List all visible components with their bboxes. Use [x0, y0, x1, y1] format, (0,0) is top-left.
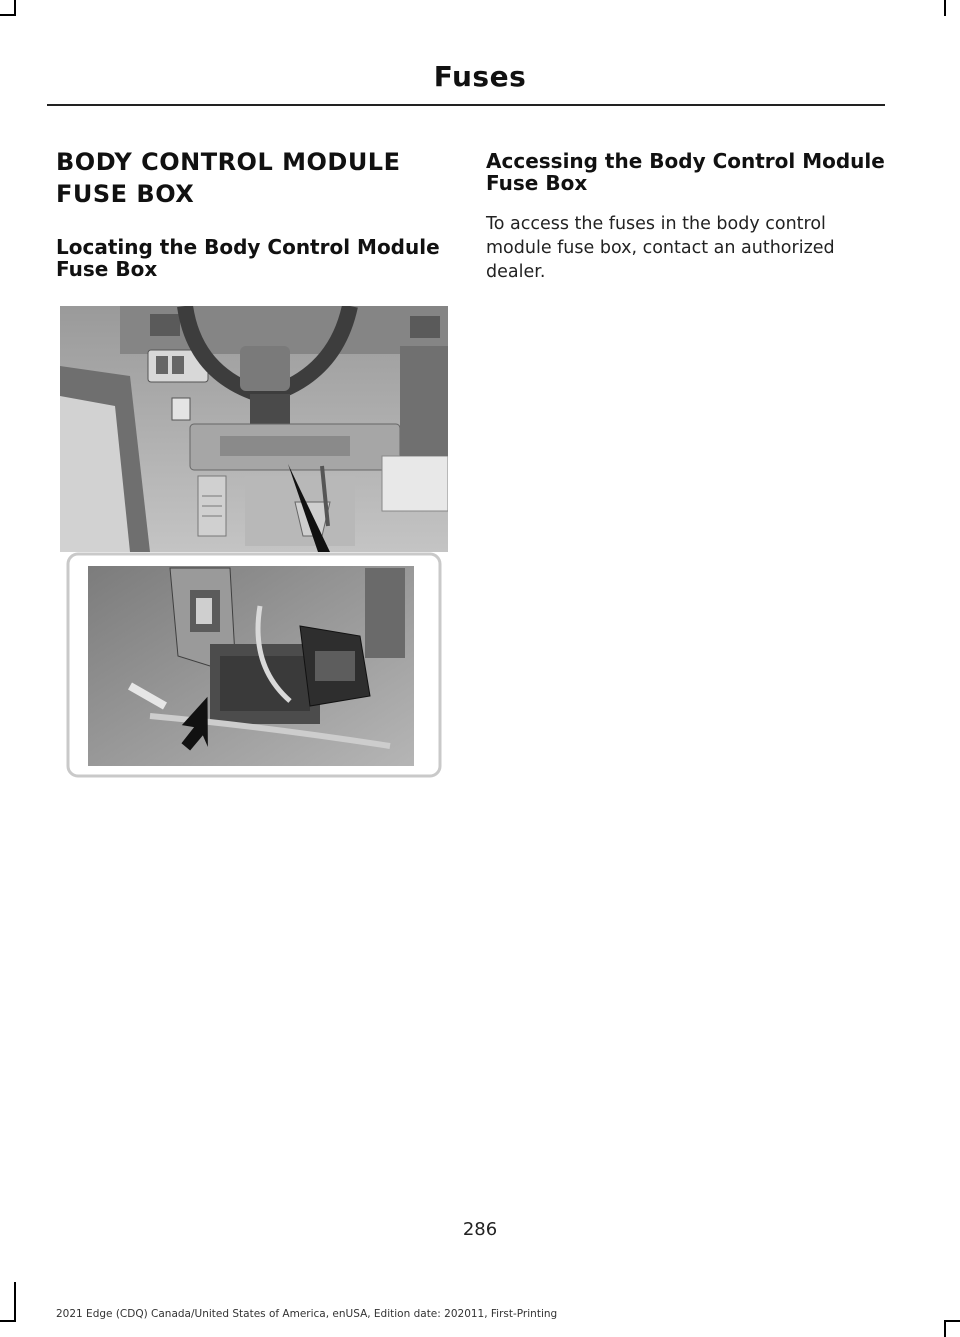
crop-mark-bottom-right-h [944, 1320, 960, 1322]
crop-mark-top-right-v [944, 0, 946, 16]
section-heading [56, 146, 401, 210]
page-title: Fuses [433, 60, 527, 93]
section-heading-line1: BODY CONTROL MODULE [56, 148, 401, 176]
fuse-box-detail-inset [68, 554, 440, 776]
locating-subheading: Locating the Body Control Module Fuse Box [56, 235, 440, 281]
crop-mark-top-left-h [0, 14, 16, 16]
accessing-subheading: Accessing the Body Control Module Fuse Box [486, 149, 885, 195]
dashboard-view [60, 306, 448, 552]
accessing-paragraph: To access the fuses in the body control module fuse box, contact an authorized dealer. [486, 214, 835, 282]
crop-mark-bottom-right-v [944, 1320, 946, 1337]
section-heading-line2: FUSE BOX [56, 180, 195, 208]
page-number: 286 [462, 1219, 498, 1240]
fuse-box-location-illustration [60, 306, 448, 780]
header-rule [47, 104, 885, 106]
edition-footer: 2021 Edge (CDQ) Canada/United States of America, enUSA, Edition date: 202011, First-Printing [56, 1308, 558, 1320]
crop-mark-bottom-left-v [14, 1282, 16, 1322]
crop-mark-bottom-left-h [0, 1320, 16, 1322]
